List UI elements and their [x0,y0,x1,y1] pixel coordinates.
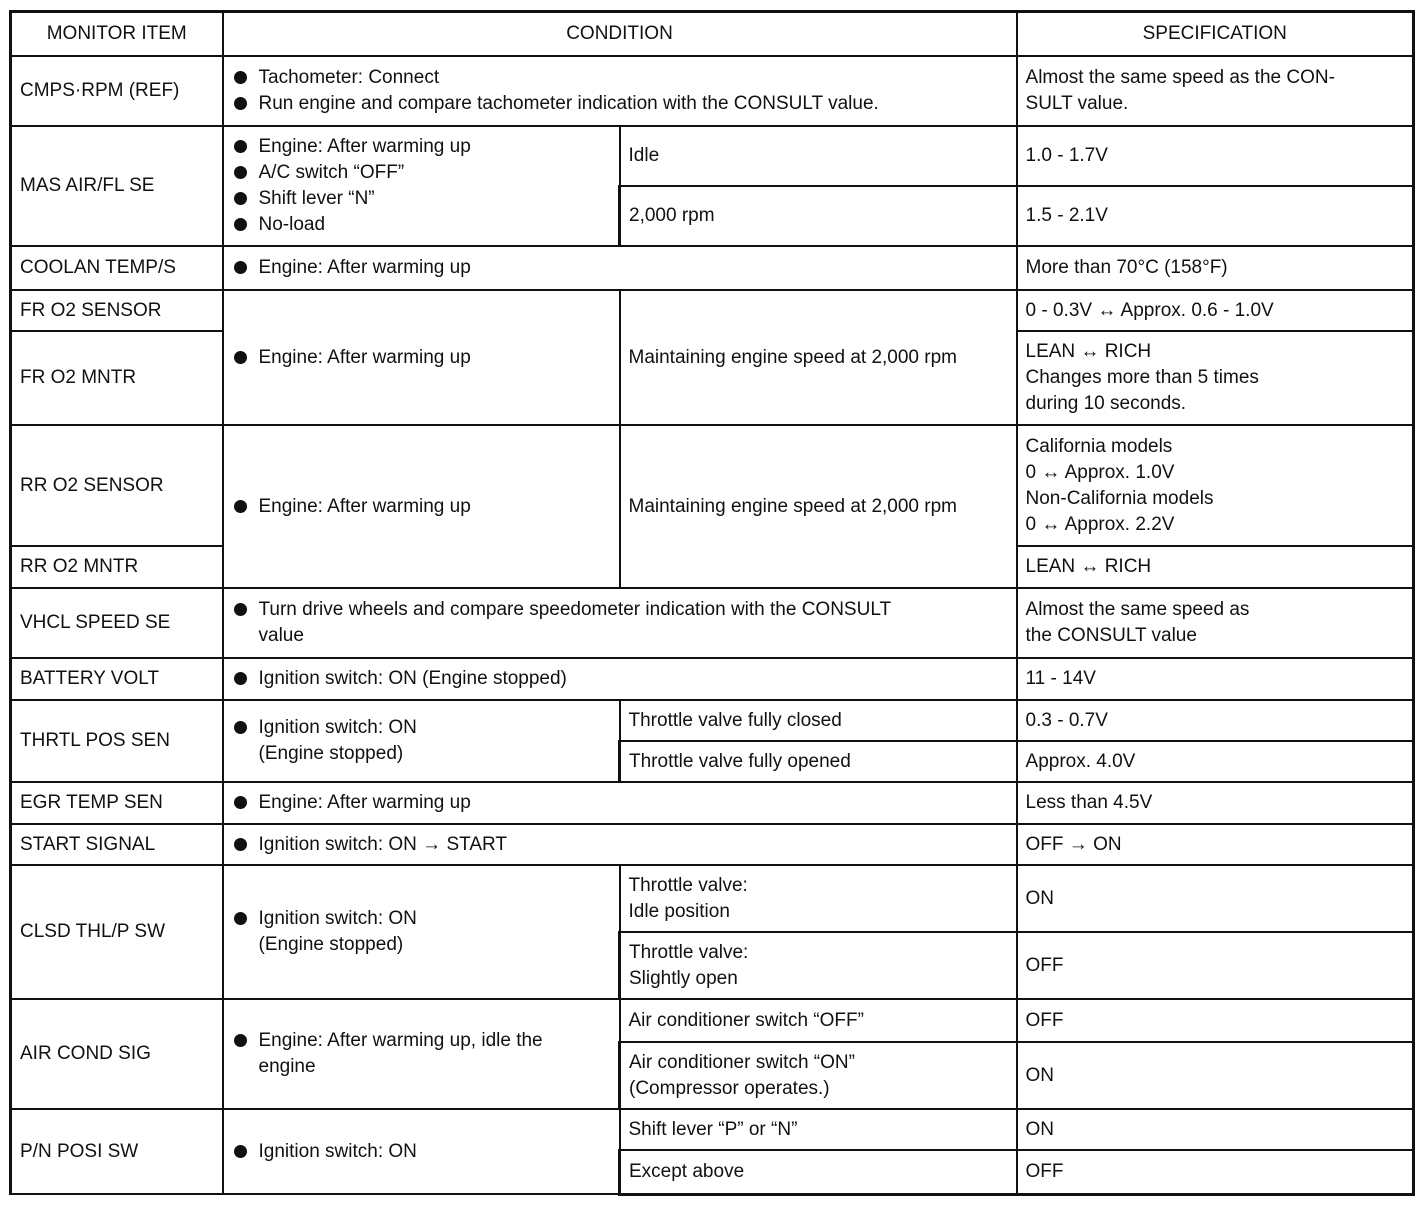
spec-sheet [9,10,1412,1196]
spec-cell: 0 - 0.3V ↔ Approx. 0.6 - 1.0V [1017,290,1414,331]
monitor-spec-table [9,10,1415,1196]
table-row [11,56,1414,126]
table-row [11,126,1414,186]
monitor-item: CMPS·RPM (REF) [11,56,223,126]
spec-cell: More than 70°C (158°F) [1017,246,1414,290]
table-row [11,700,1414,741]
spec-line: Almost the same speed as the CON- [1025,67,1335,88]
monitor-item: COOLAN TEMP/S [11,246,223,290]
sub-condition-cell [620,932,1017,999]
sub-condition-cell [620,1042,1017,1109]
condition-cell [223,246,1017,290]
spec-cell [1017,56,1414,126]
condition-line: (Engine stopped) [258,743,404,764]
monitor-item: CLSD THL/P SW [11,865,223,999]
sub-condition-cell: Throttle valve fully opened [620,741,1017,782]
condition-bullet: No-load [232,212,611,238]
spec-cell [1017,425,1414,546]
condition-cell [223,1109,620,1194]
condition-bullet [232,906,611,958]
condition-line: Ignition switch: ON [258,717,417,738]
spec-cell: OFF → ON [1017,824,1414,865]
table-row [11,658,1414,700]
sub-condition-line: Throttle valve: [629,941,749,963]
spec-cell: ON [1017,1109,1414,1150]
condition-line: engine [258,1056,316,1077]
sub-condition-cell [620,865,1017,932]
spec-line: during 10 seconds. [1025,393,1187,414]
condition-cell [223,782,1017,824]
condition-bullet: Run engine and compare tachometer indication with the CONSULT value. [232,91,1008,117]
table-row [11,865,1414,932]
sub-condition-line: Air conditioner switch “OFF” [628,1009,864,1031]
monitor-item: START SIGNAL [11,824,223,865]
monitor-item: FR O2 MNTR [11,331,223,425]
condition-cell [223,588,1017,658]
spec-line: Changes more than 5 times [1025,367,1259,388]
sub-condition-line: Idle position [628,900,730,922]
monitor-item: RR O2 MNTR [11,546,223,588]
condition-cell [223,824,1017,865]
condition-cell [223,56,1017,126]
condition-bullet: Tachometer: Connect [232,65,1008,91]
monitor-item: BATTERY VOLT [11,658,223,700]
condition-bullet: Engine: After warming up [232,134,611,160]
condition-cell [223,700,620,782]
spec-cell: LEAN ↔ RICH [1017,546,1414,588]
condition-bullet [232,597,1008,649]
table-row [11,824,1414,865]
condition-line: Ignition switch: ON [258,908,417,929]
table-row [11,1109,1414,1150]
condition-bullet: Engine: After warming up [232,255,1008,281]
condition-line: value [258,625,304,646]
monitor-item: AIR COND SIG [11,999,223,1109]
spec-cell: Approx. 4.0V [1017,741,1414,782]
condition-line: (Engine stopped) [258,934,404,955]
spec-line: California models [1025,435,1173,457]
spec-cell: Less than 4.5V [1017,782,1414,824]
table-row [11,999,1414,1042]
condition-bullet: Ignition switch: ON [232,1139,611,1165]
sub-condition-cell: Shift lever “P” or “N” [620,1109,1017,1150]
condition-bullet: Ignition switch: ON (Engine stopped) [232,666,1008,692]
header-monitor-item: MONITOR ITEM [11,12,223,57]
spec-line: 0 ↔ Approx. 1.0V [1025,461,1175,483]
condition-bullet: Engine: After warming up [232,790,1008,816]
condition-cell [223,425,620,588]
condition-cell [223,865,620,999]
spec-cell: ON [1017,1042,1414,1109]
spec-line: Almost the same speed as [1025,599,1250,620]
monitor-item: THRTL POS SEN [11,700,223,782]
condition-cell [223,658,1017,700]
condition-bullet: Engine: After warming up [232,345,611,371]
condition-bullet: Shift lever “N” [232,186,611,212]
spec-cell [1017,331,1414,425]
condition-line: Engine: After warming up, idle the [258,1030,543,1051]
sub-condition-cell: Idle [620,126,1017,186]
condition-bullet: Ignition switch: ON → START [232,832,1008,858]
condition-cell [223,290,620,425]
spec-cell: 0.3 - 0.7V [1017,700,1414,741]
sub-condition-cell [620,999,1017,1042]
sub-condition-line: Air conditioner switch “ON” [629,1051,855,1073]
table-row [11,782,1414,824]
condition-cell [223,999,620,1109]
monitor-item: RR O2 SENSOR [11,425,223,546]
table-row [11,425,1414,546]
sub-condition-cell: 2,000 rpm [620,186,1017,246]
table-row [11,246,1414,290]
table-row [11,290,1414,331]
spec-line: 0 ↔ Approx. 2.2V [1025,513,1175,535]
header-specification: SPECIFICATION [1017,12,1414,57]
condition-bullet [232,1028,611,1080]
spec-line: LEAN ↔ RICH [1025,341,1152,362]
spec-cell: ON [1017,865,1414,932]
sub-condition-cell: Throttle valve fully closed [620,700,1017,741]
monitor-item: FR O2 SENSOR [11,290,223,331]
condition-bullet: A/C switch “OFF” [232,160,611,186]
spec-cell: OFF [1017,999,1414,1042]
header-condition: CONDITION [223,12,1017,57]
sub-condition-cell: Maintaining engine speed at 2,000 rpm [620,290,1017,425]
spec-cell: OFF [1017,932,1414,999]
condition-line: Turn drive wheels and compare speedometer indication with the CONSULT [258,599,892,620]
spec-line: SULT value. [1025,93,1129,114]
spec-cell: 1.5 - 2.1V [1017,186,1414,246]
spec-cell: 11 - 14V [1017,658,1414,700]
sub-condition-cell: Except above [620,1150,1017,1194]
condition-bullet [232,715,611,767]
monitor-item: P/N POSI SW [11,1109,223,1194]
condition-cell [223,126,620,246]
sub-condition-line: (Compressor operates.) [629,1077,830,1099]
table-row [11,588,1414,658]
monitor-item: EGR TEMP SEN [11,782,223,824]
spec-line: Non-California models [1025,487,1214,509]
monitor-item: MAS AIR/FL SE [11,126,223,246]
sub-condition-cell: Maintaining engine speed at 2,000 rpm [620,425,1017,588]
sub-condition-line: Slightly open [629,967,738,989]
sub-condition-line: Throttle valve: [628,874,748,896]
spec-cell: 1.0 - 1.7V [1017,126,1414,186]
monitor-item: VHCL SPEED SE [11,588,223,658]
header-row [11,12,1414,57]
spec-cell [1017,588,1414,658]
spec-cell: OFF [1017,1150,1414,1194]
condition-bullet: Engine: After warming up [232,494,611,520]
spec-line: the CONSULT value [1025,625,1197,646]
